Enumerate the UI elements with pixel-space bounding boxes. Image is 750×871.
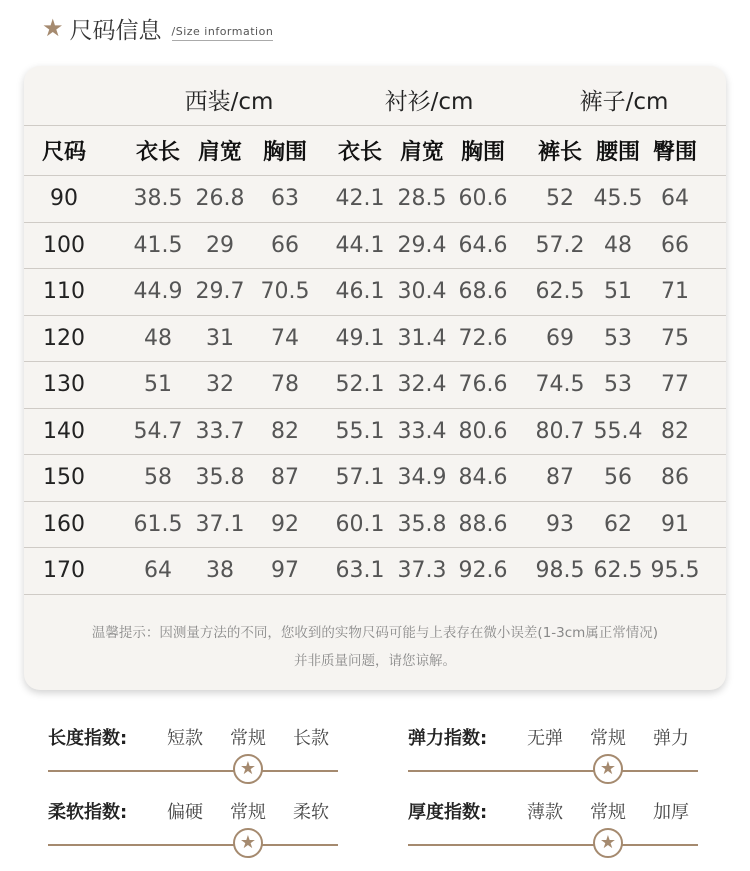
measurement-cell: 70.5 xyxy=(260,279,310,304)
measurement-cell: 66 xyxy=(661,232,689,258)
column-header: 胸围 xyxy=(262,140,307,165)
star-icon: ★ xyxy=(239,758,257,779)
measurement-cell: 33.7 xyxy=(195,418,245,444)
thickness-index-option: 常规 xyxy=(590,802,626,823)
length-index-marker xyxy=(233,754,263,784)
table-divider xyxy=(24,594,726,595)
thickness-index-option: 薄款 xyxy=(527,802,563,823)
measurement-cell: 51 xyxy=(604,279,632,304)
measurement-cell: 51 xyxy=(144,372,172,397)
measurement-cell: 92 xyxy=(271,511,299,537)
section-title: 尺码信息 xyxy=(69,17,162,44)
measurement-cell: 28.5 xyxy=(397,186,447,211)
measurement-cell: 45.5 xyxy=(593,186,643,211)
measurement-cell: 57.2 xyxy=(535,232,585,258)
measurement-cell: 97 xyxy=(271,558,299,583)
measurement-cell: 74.5 xyxy=(535,372,585,397)
measurement-cell: 75 xyxy=(661,325,689,351)
measurement-cell: 74 xyxy=(271,325,299,351)
group-header-shirt: 衬衫/cm xyxy=(384,89,474,115)
stretch-index-option: 常规 xyxy=(590,728,626,749)
measurement-cell: 55.4 xyxy=(593,418,643,444)
measurement-cell: 53 xyxy=(604,325,632,351)
column-header-size: 尺码 xyxy=(41,140,86,165)
softness-index-track xyxy=(48,844,338,846)
measurement-cell: 35.8 xyxy=(397,511,447,537)
table-row xyxy=(24,362,726,408)
column-header: 胸围 xyxy=(460,140,505,165)
table-row xyxy=(24,548,726,594)
size-note-line: 温馨提示：因测量方法的不同，您收到的实物尺码可能与上表存在微小误差(1-3cm属正常情况) xyxy=(91,625,659,641)
length-index-option: 短款 xyxy=(167,728,203,749)
measurement-cell: 37.1 xyxy=(195,511,245,537)
measurement-cell: 53 xyxy=(604,372,632,397)
star-icon: ★ xyxy=(599,758,617,779)
measurement-cell: 56 xyxy=(604,465,632,490)
measurement-cell: 82 xyxy=(271,418,299,444)
measurement-cell: 92.6 xyxy=(458,558,508,583)
measurement-cell: 29.7 xyxy=(195,279,245,304)
softness-index-option: 偏硬 xyxy=(167,802,203,823)
measurement-cell: 64.6 xyxy=(458,232,508,258)
size-note xyxy=(24,619,726,675)
length-index xyxy=(48,726,338,796)
size-cell: 90 xyxy=(50,186,78,211)
section-subtitle: /Size information xyxy=(172,25,274,41)
stretch-index xyxy=(408,726,698,796)
measurement-cell: 48 xyxy=(144,325,172,351)
measurement-cell: 33.4 xyxy=(397,418,447,444)
section-header xyxy=(42,10,273,46)
measurement-cell: 63 xyxy=(271,186,299,211)
column-header: 衣长 xyxy=(337,140,382,165)
column-header: 裤长 xyxy=(537,140,582,165)
table-row xyxy=(24,176,726,222)
measurement-cell: 64 xyxy=(144,558,172,583)
size-cell: 100 xyxy=(43,232,85,258)
measurement-cell: 87 xyxy=(271,465,299,490)
length-index-option: 常规 xyxy=(230,728,266,749)
measurement-cell: 52 xyxy=(546,186,574,211)
star-icon: ★ xyxy=(599,832,617,853)
size-cell: 140 xyxy=(43,418,85,444)
measurement-cell: 88.6 xyxy=(458,511,508,537)
measurement-cell: 71 xyxy=(661,279,689,304)
measurement-cell: 62.5 xyxy=(535,279,585,304)
measurement-cell: 29.4 xyxy=(397,232,447,258)
measurement-cell: 66 xyxy=(271,232,299,258)
stretch-index-label: 弹力指数: xyxy=(408,728,488,749)
measurement-cell: 78 xyxy=(271,372,299,397)
column-header-row xyxy=(24,130,726,176)
softness-index xyxy=(48,800,338,870)
size-table-card xyxy=(24,66,726,690)
measurement-cell: 84.6 xyxy=(458,465,508,490)
table-row xyxy=(24,223,726,269)
thickness-index-track xyxy=(408,844,698,846)
stretch-index-track xyxy=(408,770,698,772)
measurement-cell: 38 xyxy=(206,558,234,583)
measurement-cell: 31 xyxy=(206,325,234,351)
measurement-cell: 60.6 xyxy=(458,186,508,211)
column-header: 肩宽 xyxy=(399,140,444,165)
measurement-cell: 32.4 xyxy=(397,372,447,397)
table-row xyxy=(24,316,726,362)
column-header: 腰围 xyxy=(595,140,640,165)
measurement-cell: 80.7 xyxy=(535,418,585,444)
length-index-option: 长款 xyxy=(293,728,329,749)
length-index-label: 长度指数: xyxy=(48,728,128,749)
stretch-index-option: 弹力 xyxy=(653,728,689,749)
measurement-cell: 32 xyxy=(206,372,234,397)
softness-index-option: 柔软 xyxy=(293,802,329,823)
measurement-cell: 29 xyxy=(206,232,234,258)
measurement-cell: 61.5 xyxy=(133,511,183,537)
measurement-cell: 31.4 xyxy=(397,325,447,351)
thickness-index-label: 厚度指数: xyxy=(408,802,488,823)
measurement-cell: 91 xyxy=(661,511,689,537)
softness-index-option: 常规 xyxy=(230,802,266,823)
length-index-track xyxy=(48,770,338,772)
measurement-cell: 34.9 xyxy=(397,465,447,490)
measurement-cell: 62 xyxy=(604,511,632,537)
size-cell: 130 xyxy=(43,372,85,397)
size-cell: 110 xyxy=(43,279,85,304)
size-cell: 170 xyxy=(43,558,85,583)
group-header-pants: 裤子/cm xyxy=(579,89,669,115)
stretch-index-marker xyxy=(593,754,623,784)
measurement-cell: 48 xyxy=(604,232,632,258)
measurement-cell: 76.6 xyxy=(458,372,508,397)
measurement-cell: 82 xyxy=(661,418,689,444)
softness-index-marker xyxy=(233,828,263,858)
thickness-index-option: 加厚 xyxy=(653,802,689,823)
measurement-cell: 44.1 xyxy=(335,232,385,258)
thickness-index xyxy=(408,800,698,870)
measurement-cell: 46.1 xyxy=(335,279,385,304)
measurement-cell: 60.1 xyxy=(335,511,385,537)
size-note-line: 并非质量问题，请您谅解。 xyxy=(294,653,456,669)
measurement-cell: 69 xyxy=(546,325,574,351)
measurement-cell: 86 xyxy=(661,465,689,490)
measurement-cell: 37.3 xyxy=(397,558,447,583)
measurement-cell: 38.5 xyxy=(133,186,183,211)
measurement-cell: 49.1 xyxy=(335,325,385,351)
column-header: 肩宽 xyxy=(197,140,242,165)
group-header-suit: 西装/cm xyxy=(184,89,274,115)
size-cell: 120 xyxy=(43,325,85,351)
table-row xyxy=(24,455,726,501)
measurement-cell: 80.6 xyxy=(458,418,508,444)
table-divider xyxy=(24,125,726,126)
table-row xyxy=(24,269,726,315)
measurement-cell: 87 xyxy=(546,465,574,490)
measurement-cell: 58 xyxy=(144,465,172,490)
column-header: 衣长 xyxy=(135,140,180,165)
measurement-cell: 64 xyxy=(661,186,689,211)
measurement-cell: 68.6 xyxy=(458,279,508,304)
measurement-cell: 63.1 xyxy=(335,558,385,583)
measurement-cell: 62.5 xyxy=(593,558,643,583)
measurement-cell: 98.5 xyxy=(535,558,585,583)
star-icon: ★ xyxy=(42,14,64,42)
star-icon: ★ xyxy=(239,832,257,853)
measurement-cell: 93 xyxy=(546,511,574,537)
measurement-cell: 42.1 xyxy=(335,186,385,211)
stretch-index-option: 无弹 xyxy=(527,728,563,749)
column-header: 臀围 xyxy=(652,140,697,165)
measurement-cell: 26.8 xyxy=(195,186,245,211)
softness-index-label: 柔软指数: xyxy=(48,802,128,823)
size-cell: 150 xyxy=(43,465,85,490)
measurement-cell: 30.4 xyxy=(397,279,447,304)
measurement-cell: 55.1 xyxy=(335,418,385,444)
measurement-cell: 77 xyxy=(661,372,689,397)
measurement-cell: 72.6 xyxy=(458,325,508,351)
measurement-cell: 54.7 xyxy=(133,418,183,444)
thickness-index-marker xyxy=(593,828,623,858)
measurement-cell: 44.9 xyxy=(133,279,183,304)
measurement-cell: 57.1 xyxy=(335,465,385,490)
measurement-cell: 41.5 xyxy=(133,232,183,258)
size-cell: 160 xyxy=(43,511,85,537)
table-row xyxy=(24,502,726,548)
table-row xyxy=(24,409,726,455)
measurement-cell: 52.1 xyxy=(335,372,385,397)
measurement-cell: 35.8 xyxy=(195,465,245,490)
measurement-cell: 95.5 xyxy=(650,558,700,583)
